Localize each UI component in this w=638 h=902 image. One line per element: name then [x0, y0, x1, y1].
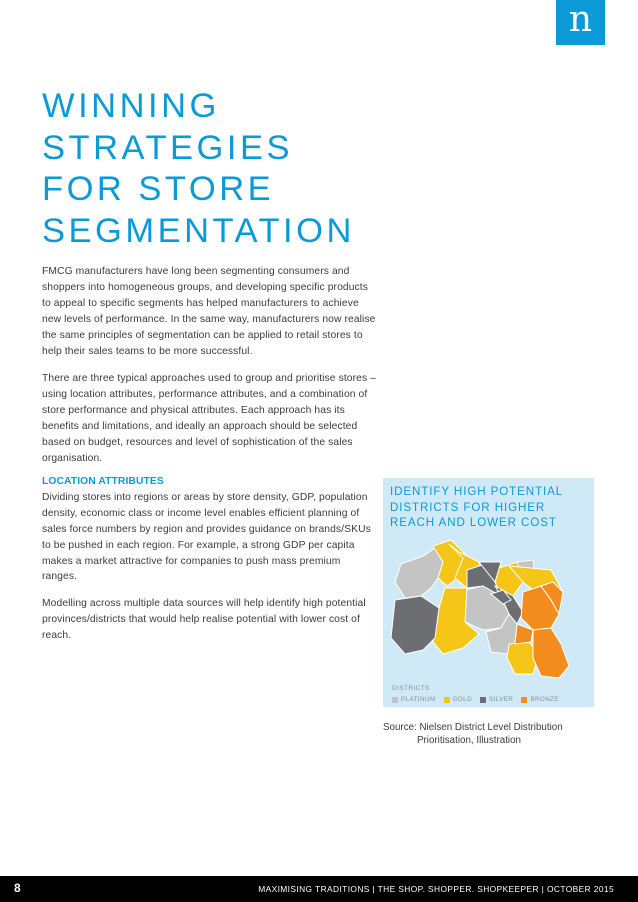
- paragraph-text: Dividing stores into regions or areas by store density, GDP, population density, economic class or income level enables efficient planning of sales force numbers by region and provides guidance on brands/SKUs to be pushed in each region. For example, a strong GDP per capita makes a market attractive for companies to push mass premium ranges.: [42, 491, 371, 583]
- district-map-panel: [383, 478, 594, 707]
- legend-label: DISTRICTS: [392, 685, 430, 692]
- bronze-swatch: [521, 697, 527, 703]
- page-title: [42, 86, 355, 252]
- legend-text: PLATINUM: [401, 696, 436, 703]
- modelling-paragraph: [42, 596, 377, 644]
- map-title: IDENTIFY HIGH POTENTIAL DISTRICTS FOR HIGHER REACH AND LOWER COST: [390, 485, 563, 530]
- legend-item-silver: [480, 696, 513, 703]
- title-line-2: STRATEGIES: [42, 128, 293, 167]
- section-heading: LOCATION ATTRIBUTES: [42, 476, 164, 487]
- map-legend: [392, 696, 567, 703]
- nielsen-logo: n: [556, 0, 605, 45]
- district-silver-1: [391, 596, 439, 654]
- source-line-1: Source: Nielsen District Level Distribution: [383, 722, 563, 733]
- silver-swatch: [480, 697, 486, 703]
- page-number: 8: [14, 881, 21, 895]
- legend-item-bronze: [521, 696, 559, 703]
- platinum-swatch: [392, 697, 398, 703]
- title-line-4: SEGMENTATION: [42, 211, 355, 250]
- approaches-paragraph: [42, 371, 377, 466]
- legend-item-gold: [444, 696, 472, 703]
- district-bronze-2: [533, 628, 569, 678]
- page-footer: [0, 876, 638, 902]
- footer-publication-text: MAXIMISING TRADITIONS | THE SHOP. SHOPPER. SHOPKEEPER | OCTOBER 2015: [258, 884, 614, 894]
- title-line-3: FOR STORE: [42, 170, 275, 208]
- intro-paragraph: [42, 264, 377, 359]
- map-source-caption: [383, 721, 563, 747]
- legend-item-platinum: [392, 696, 436, 703]
- legend-text: BRONZE: [530, 696, 560, 703]
- legend-text: GOLD: [452, 696, 473, 703]
- paragraph-text: There are three typical approaches used to group and prioritise stores – using location attributes, performance attributes, and a combination of store performance and physical attributes. Each approach has its benefits and limitations, and ideally an approach should be selected based on budget, resources and level of sophistication of the sales organisation.: [42, 373, 377, 464]
- paragraph-text: Modelling across multiple data sources will help identify high potential provinces/districts that would help realise potential with lower cost of reach.: [42, 598, 366, 641]
- location-attributes-section: [42, 474, 377, 585]
- title-line-1: WINNING: [42, 87, 220, 125]
- source-line-2: Prioritisation, Illustration: [417, 735, 521, 746]
- gold-swatch: [444, 697, 450, 703]
- paragraph-text: FMCG manufacturers have long been segmenting consumers and shoppers into homogeneous groups, and developing specific products to appeal to specific segments has helped manufacturers to achieve new levels of performance. In the same way, manufacturers now realise the same principles of segmentation can be applied to retail stores to help their sales teams to be more successful.: [42, 266, 376, 357]
- legend-text: SILVER: [489, 696, 514, 703]
- district-platinum-1: [395, 548, 443, 598]
